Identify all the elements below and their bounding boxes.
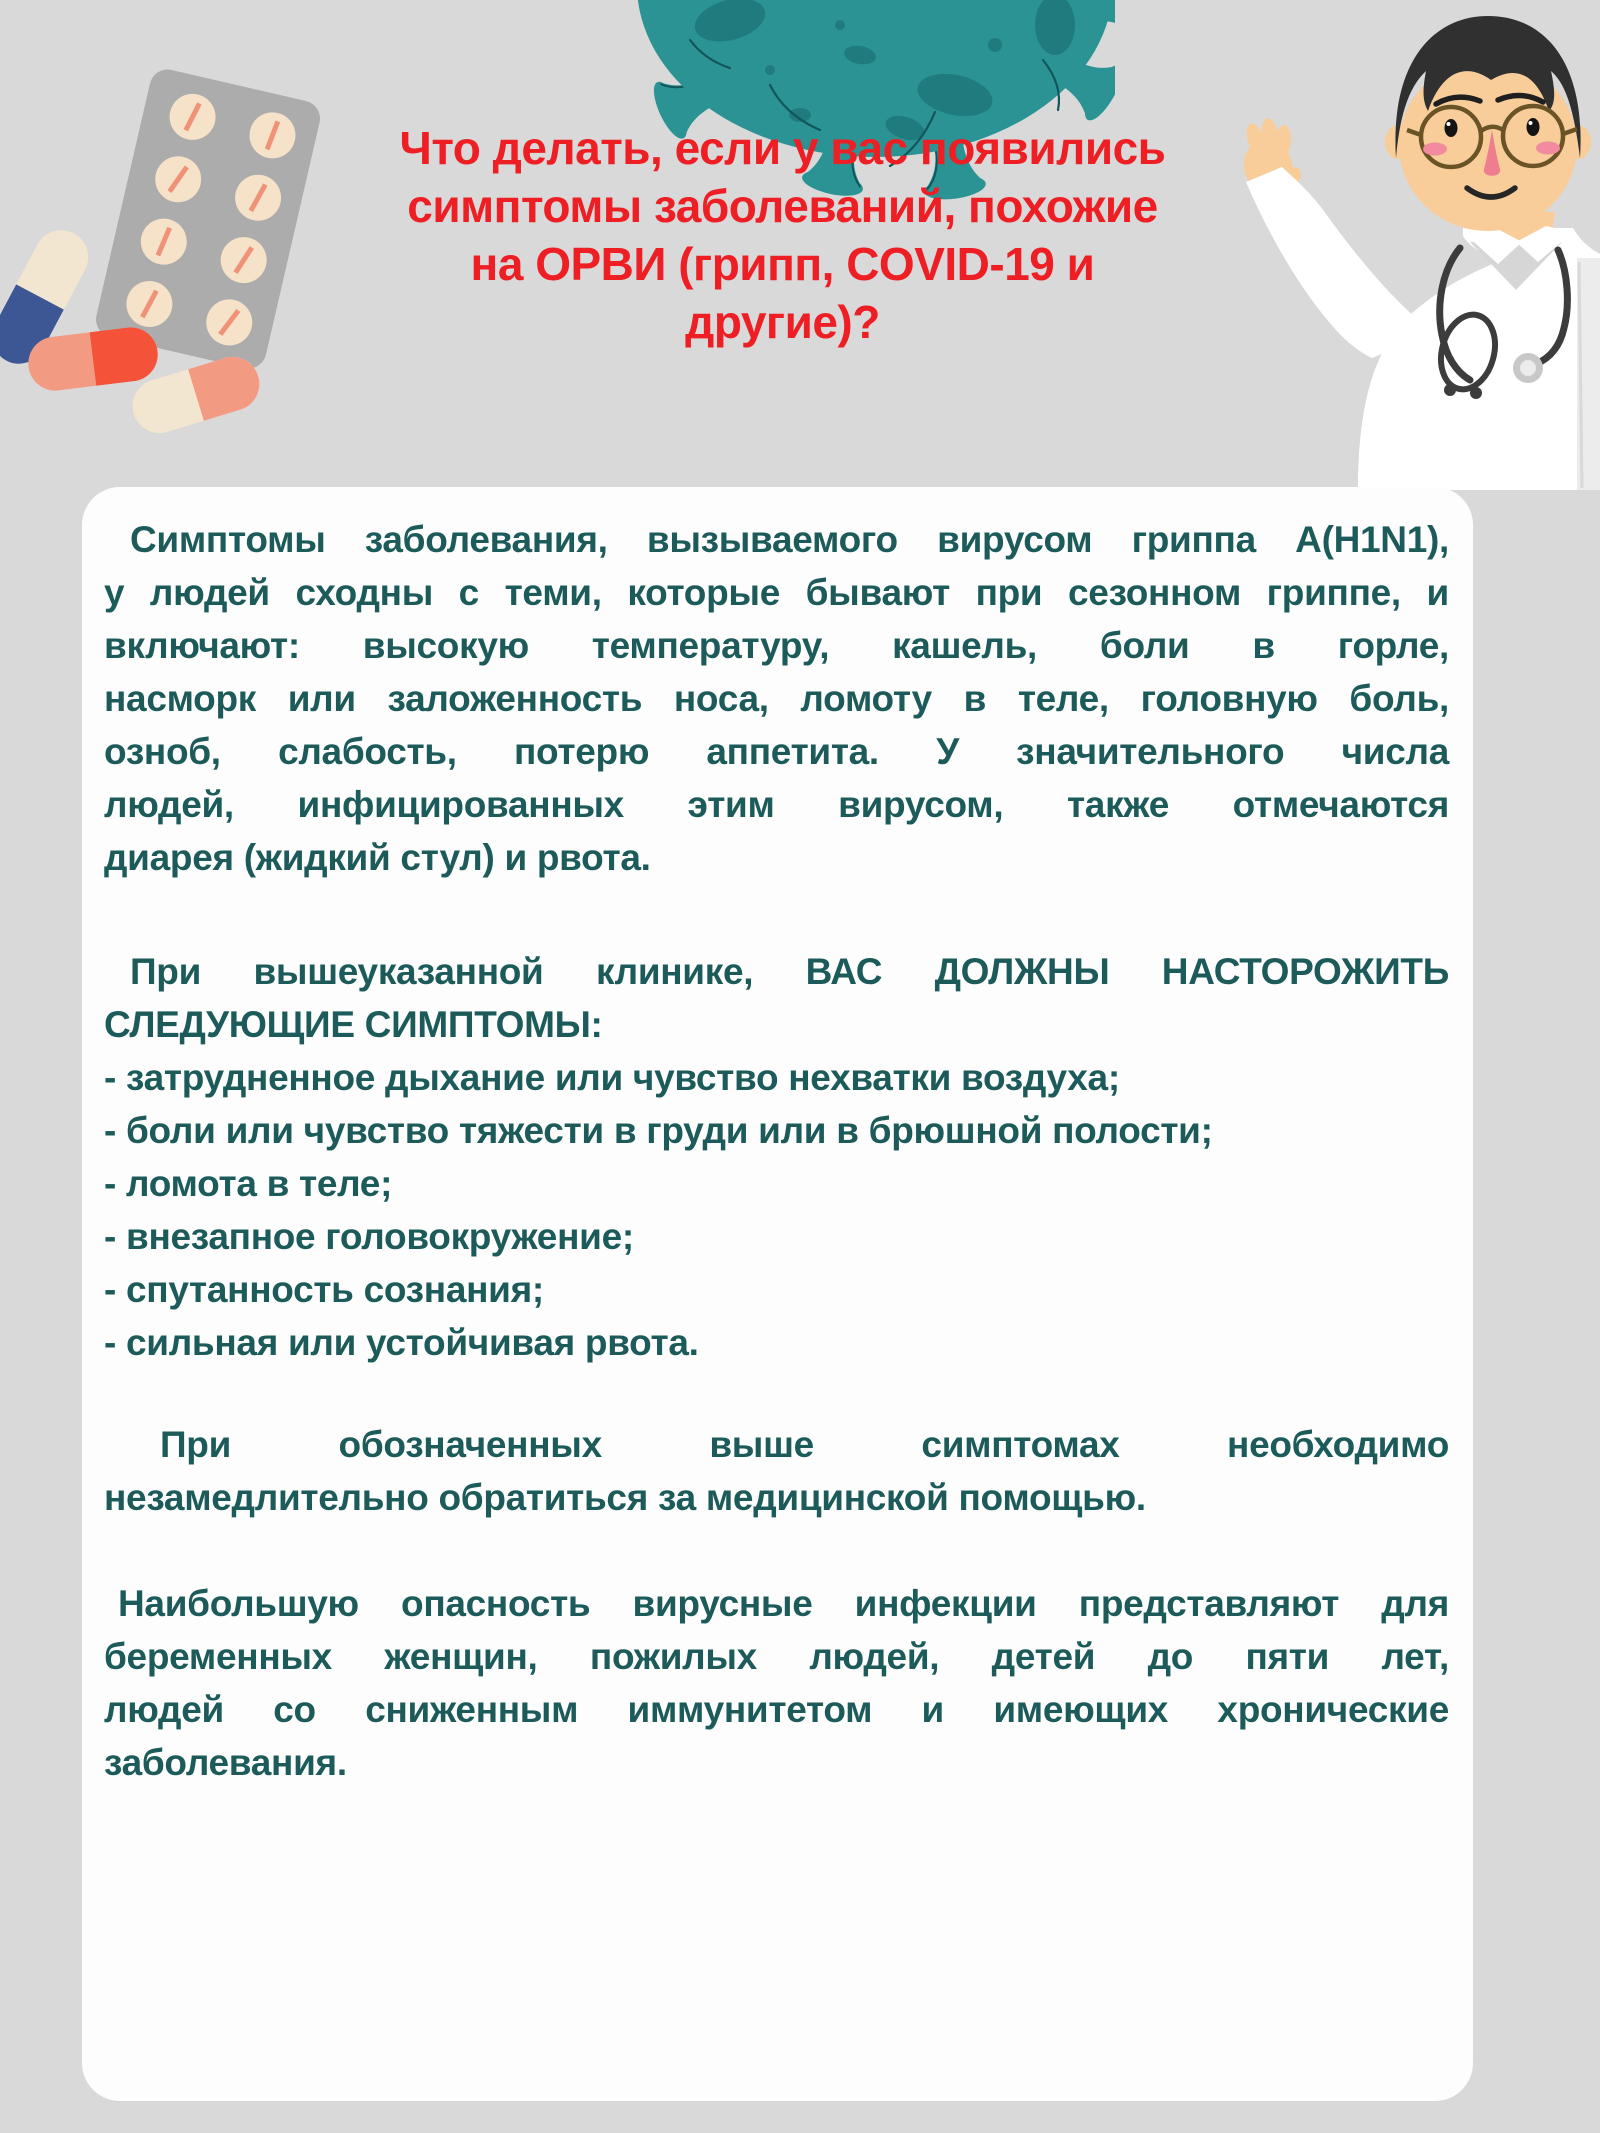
paragraph-line: насморк или заложенность носа, ломоту в теле, головную боль, <box>104 678 1449 719</box>
paragraph-line: Наибольшую опасность вирусные инфекции представляют для <box>118 1583 1449 1624</box>
advice-paragraph <box>104 1418 1449 1524</box>
paragraph-line: людей со сниженным иммунитетом и имеющих хронические <box>104 1689 1449 1730</box>
paragraph-line: диарея (жидкий стул) и рвота. <box>104 837 651 878</box>
blister-pack-icon <box>92 66 323 372</box>
paragraph-line: озноб, слабость, потерю аппетита. У значительного числа <box>104 731 1449 772</box>
content-card <box>82 487 1473 2101</box>
list-item: - сильная или устойчивая рвота. <box>104 1322 699 1363</box>
heading-line: При вышеуказанной клинике, ВАС ДОЛЖНЫ НАСТОРОЖИТЬ <box>130 951 1449 992</box>
title-line: Что делать, если у вас появились <box>399 122 1166 174</box>
warning-symptoms-list <box>104 1051 1449 1369</box>
title-line: симптомы заболеваний, похожие <box>407 180 1158 232</box>
risk-paragraph <box>104 1577 1449 1789</box>
symptoms-paragraph <box>104 513 1449 884</box>
pills-icon <box>0 28 340 480</box>
paragraph-line: незамедлительно обратиться за медицинской помощью. <box>104 1477 1146 1518</box>
list-item: - спутанность сознания; <box>104 1269 544 1310</box>
paragraph-line: беременных женщин, пожилых людей, детей до пяти лет, <box>104 1636 1449 1677</box>
paragraph-line: При обозначенных выше симптомах необходимо <box>160 1424 1449 1465</box>
paragraph-line: заболевания. <box>104 1742 347 1783</box>
poster-title <box>330 119 1235 351</box>
list-item: - затрудненное дыхание или чувство нехватки воздуха; <box>104 1057 1120 1098</box>
list-item: - боли или чувство тяжести в груди или в брюшной полости; <box>104 1110 1213 1151</box>
paragraph-line: людей, инфицированных этим вирусом, также отмечаются <box>104 784 1449 825</box>
paragraph-line: включают: высокую температуру, кашель, боли в горле, <box>104 625 1449 666</box>
warning-heading <box>104 945 1449 1051</box>
heading-line: СЛЕДУЮЩИЕ СИМПТОМЫ: <box>104 1004 603 1045</box>
list-item: - внезапное головокружение; <box>104 1216 634 1257</box>
list-item: - ломота в теле; <box>104 1163 393 1204</box>
title-line: на ОРВИ (грипп, COVID-19 и <box>470 238 1095 290</box>
paragraph-line: у людей сходны с теми, которые бывают при сезонном гриппе, и <box>104 572 1449 613</box>
paragraph-line: Симптомы заболевания, вызываемого вирусом гриппа A(H1N1), <box>130 519 1449 560</box>
title-line: другие)? <box>685 296 880 348</box>
